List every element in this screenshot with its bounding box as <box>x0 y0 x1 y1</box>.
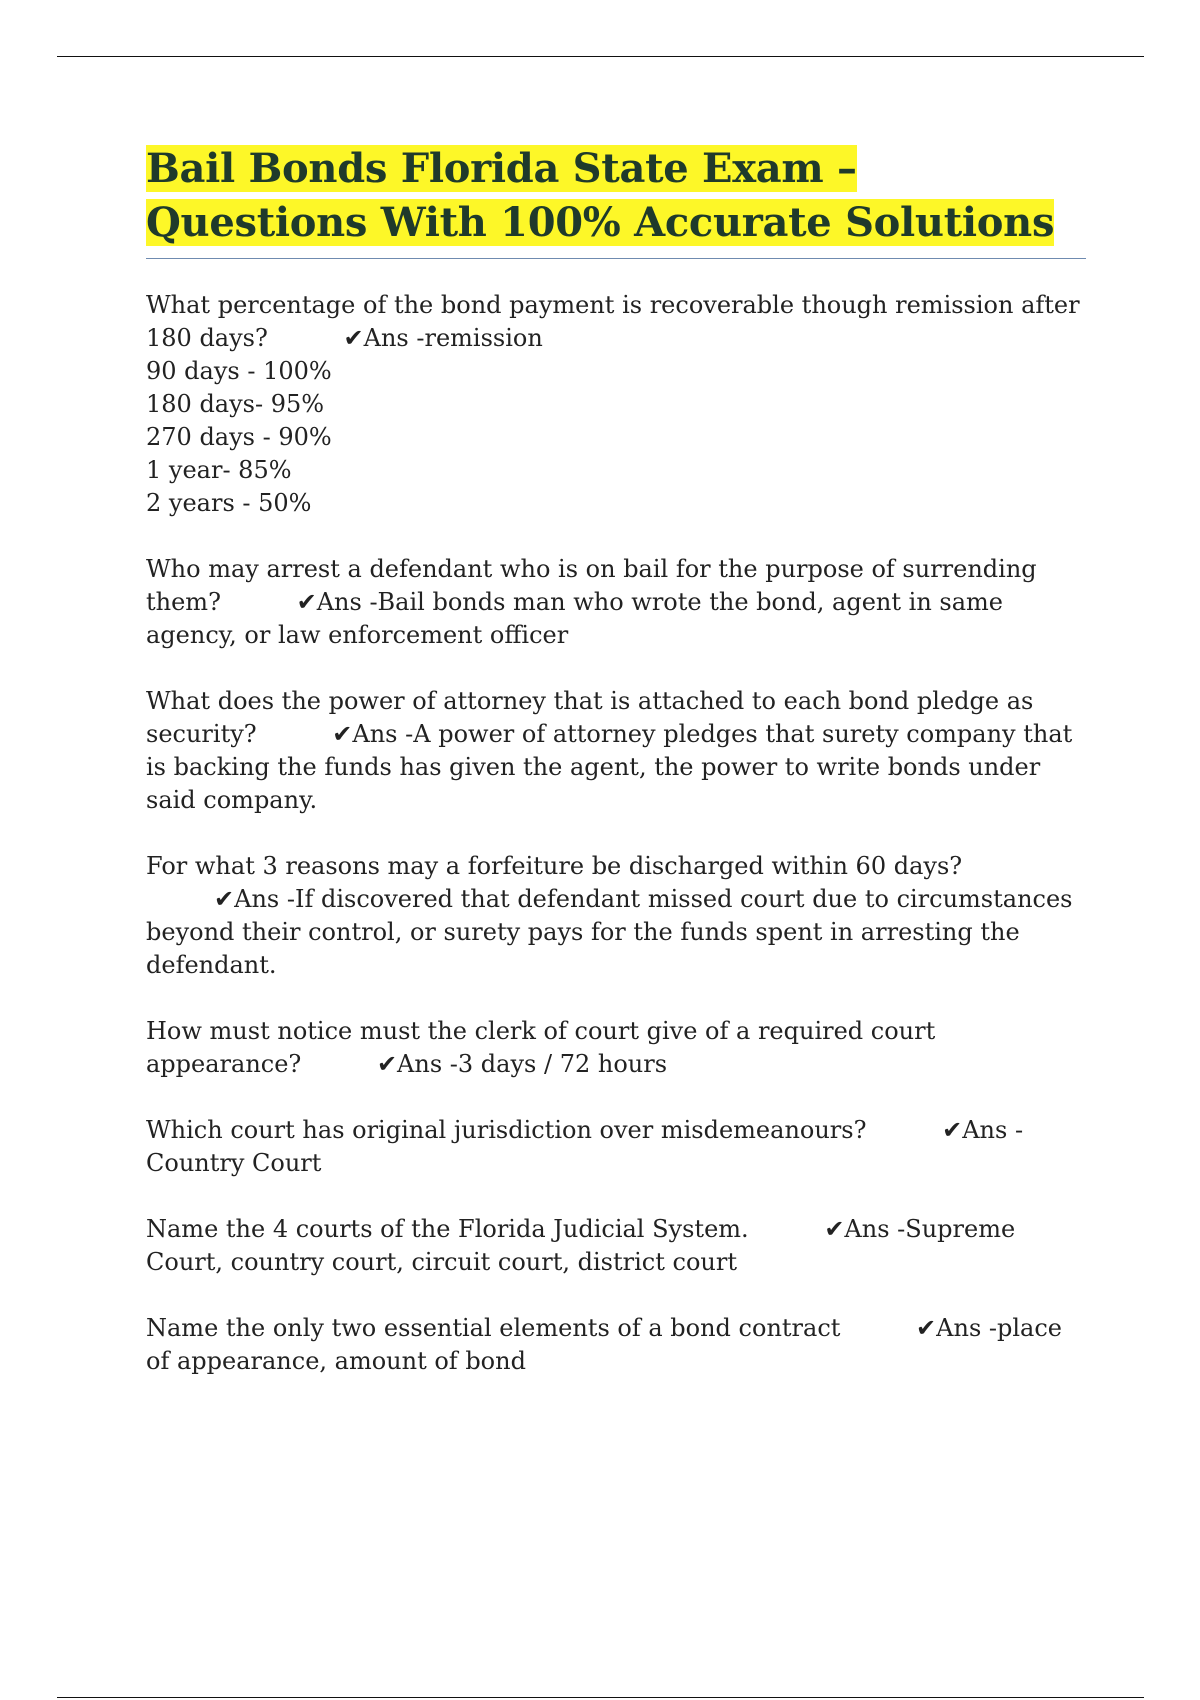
schedule-line: 2 years - 50% <box>146 489 312 517</box>
answer-text: - Country Court <box>146 1116 1024 1177</box>
answer-text: -remission <box>416 324 543 352</box>
question-text: What does the power of attorney that is attached to each bond pledge as security? <box>146 687 1034 748</box>
answer-marker: ✔Ans <box>824 1215 890 1243</box>
qa-item-2 <box>146 553 1086 652</box>
answer-text: -If discovered that defendant missed court due to circumstances beyond their control, or surety pays for the funds spent in arresting the defendant. <box>146 885 1073 979</box>
document-title: Bail Bonds Florida State Exam – Questions With 100% Accurate Solutions <box>146 145 1055 246</box>
answer-text: -Supreme Court, country court, circuit court, district court <box>146 1215 1016 1276</box>
question-text: Who may arrest a defendant who is on bail for the purpose of surrending them? <box>146 555 1037 616</box>
answer-text: -Bail bonds man who wrote the bond, agent in same agency, or law enforcement officer <box>146 588 1003 649</box>
qa-item-6 <box>146 1114 1086 1180</box>
question-text: For what 3 reasons may a forfeiture be discharged within 60 days? <box>146 852 963 880</box>
qa-item-4 <box>146 850 1086 982</box>
page-header-rule <box>57 56 1144 57</box>
answer-marker: ✔Ans <box>942 1116 1008 1144</box>
answer-text: -place of appearance, amount of bond <box>146 1314 1063 1375</box>
document-body <box>146 142 1086 1411</box>
page-footer-rule <box>57 1697 1144 1698</box>
qa-item-1 <box>146 289 1086 520</box>
schedule-line: 180 days- 95% <box>146 390 325 418</box>
answer-marker: ✔Ans <box>916 1314 982 1342</box>
question-text: What percentage of the bond payment is recoverable though remission after 180 days? <box>146 291 1080 352</box>
title-block <box>146 142 1086 259</box>
answer-marker: ✔Ans <box>332 720 398 748</box>
answer-marker: ✔Ans <box>376 1050 443 1078</box>
answer-marker: ✔Ans <box>214 885 280 913</box>
answer-marker: ✔Ans <box>296 588 362 616</box>
remission-schedule <box>146 355 1086 520</box>
question-text: Which court has original jurisdiction over misdemeanours? <box>146 1116 867 1144</box>
question-text: Name the only two essential elements of a bond contract <box>146 1314 841 1342</box>
answer-marker: ✔Ans <box>343 324 409 352</box>
qa-item-8 <box>146 1312 1086 1378</box>
schedule-line: 1 year- 85% <box>146 456 292 484</box>
answer-text: -A power of attorney pledges that surety company that is backing the funds has given the agent, the power to write bonds under said company. <box>146 720 1073 814</box>
qa-item-3 <box>146 685 1086 817</box>
qa-item-7 <box>146 1213 1086 1279</box>
question-text: Name the 4 courts of the Florida Judicial System. <box>146 1215 749 1243</box>
answer-text: -3 days / 72 hours <box>449 1050 668 1078</box>
schedule-line: 270 days - 90% <box>146 423 332 451</box>
question-text: How must notice must the clerk of court give of a required court appearance? <box>146 1017 936 1078</box>
qa-item-5 <box>146 1015 1086 1081</box>
schedule-line: 90 days - 100% <box>146 357 332 385</box>
